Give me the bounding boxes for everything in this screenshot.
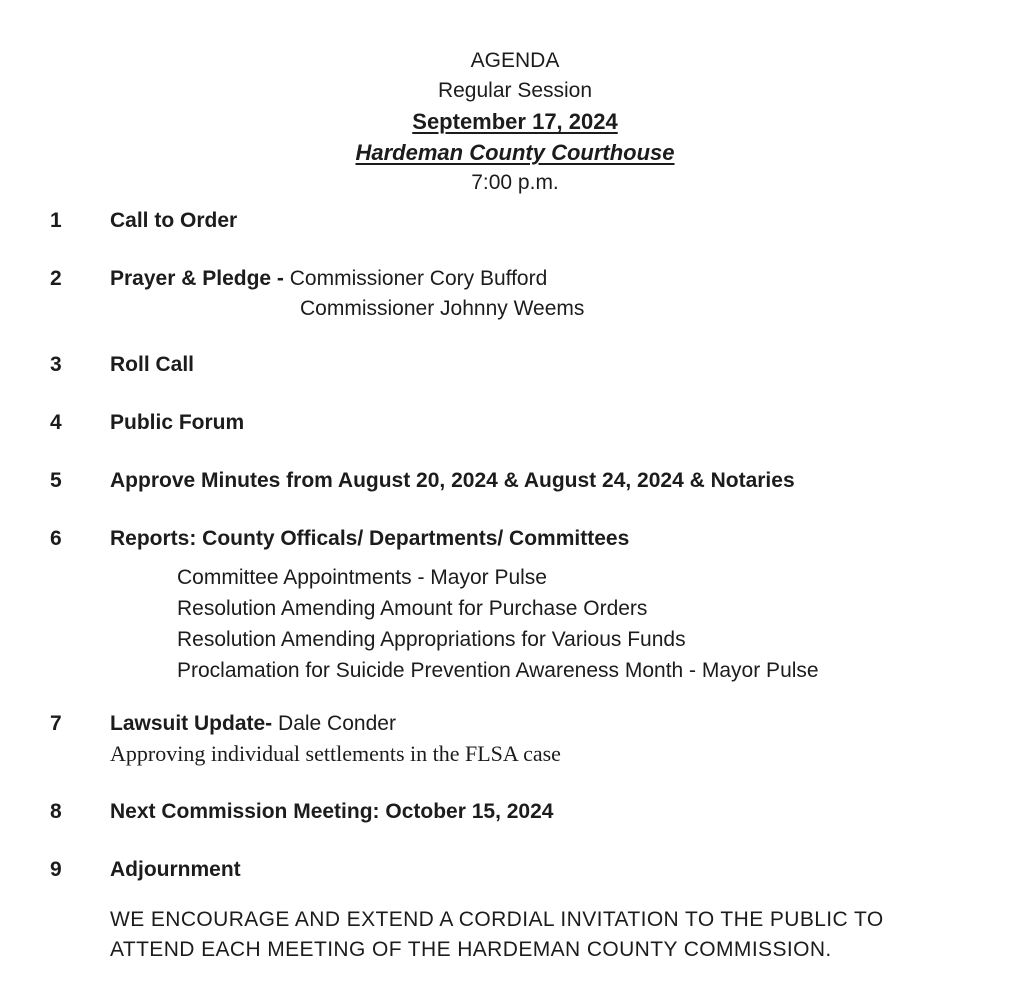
sub-list-item: Proclamation for Suicide Prevention Awareness Month - Mayor Pulse: [177, 659, 819, 682]
agenda-item-reports: [50, 524, 980, 686]
agenda-header: [50, 46, 980, 198]
agenda-item-prayer-pledge: [50, 264, 980, 324]
meeting-location: Hardeman County Courthouse: [355, 140, 675, 165]
item-number: 4: [50, 411, 62, 434]
item-title: Call to Order: [110, 209, 238, 232]
item-number: 6: [50, 527, 62, 550]
item-title: Adjournment: [110, 858, 241, 881]
agenda-item-call-to-order: [50, 206, 980, 236]
sub-list-item: Resolution Amending Amount for Purchase Orders: [177, 597, 648, 620]
item-title: Roll Call: [110, 353, 195, 376]
item-detail: Dale Conder: [278, 712, 396, 735]
item-number: 1: [50, 209, 62, 232]
reports-sub-list: [110, 562, 980, 686]
agenda-item-approve-minutes: [50, 466, 980, 496]
agenda-item-roll-call: [50, 350, 980, 380]
item-title: Approve Minutes from August 20, 2024 & August 24, 2024 & Notaries: [110, 469, 795, 492]
item-number: 3: [50, 353, 62, 376]
agenda-item-lawsuit-update: [50, 709, 980, 769]
item-number: 2: [50, 267, 62, 290]
item-number: 5: [50, 469, 62, 492]
item-title: Lawsuit Update-: [110, 712, 273, 735]
item-number: 7: [50, 712, 62, 735]
item-number: 9: [50, 858, 62, 881]
item-number: 8: [50, 800, 62, 823]
item-note: Approving individual settlements in the FLSA case: [110, 741, 561, 766]
sub-list-item: Committee Appointments - Mayor Pulse: [177, 566, 547, 589]
item-title: Public Forum: [110, 411, 245, 434]
agenda-item-adjournment: [50, 855, 980, 885]
item-title: Prayer & Pledge -: [110, 267, 284, 290]
session-type: Regular Session: [437, 79, 593, 102]
agenda-title: AGENDA: [470, 49, 560, 72]
agenda-item-public-forum: [50, 408, 980, 438]
agenda-list: [50, 206, 980, 885]
item-detail: Commissioner Johnny Weems: [300, 297, 585, 320]
footer-invitation: WE ENCOURAGE AND EXTEND A CORDIAL INVITATION TO THE PUBLIC TO ATTEND EACH MEETING OF THE HARDEMAN COUNTY COMMISSION.: [110, 908, 884, 961]
meeting-date: September 17, 2024: [412, 109, 618, 134]
sub-list-item: Resolution Amending Appropriations for Various Funds: [177, 628, 686, 651]
item-title: Next Commission Meeting: October 15, 2024: [110, 800, 554, 823]
item-detail: Commissioner Cory Bufford: [289, 267, 548, 290]
agenda-item-next-meeting: [50, 797, 980, 827]
meeting-time: 7:00 p.m.: [471, 171, 559, 194]
item-title: Reports: County Officals/ Departments/ Committees: [110, 527, 630, 550]
